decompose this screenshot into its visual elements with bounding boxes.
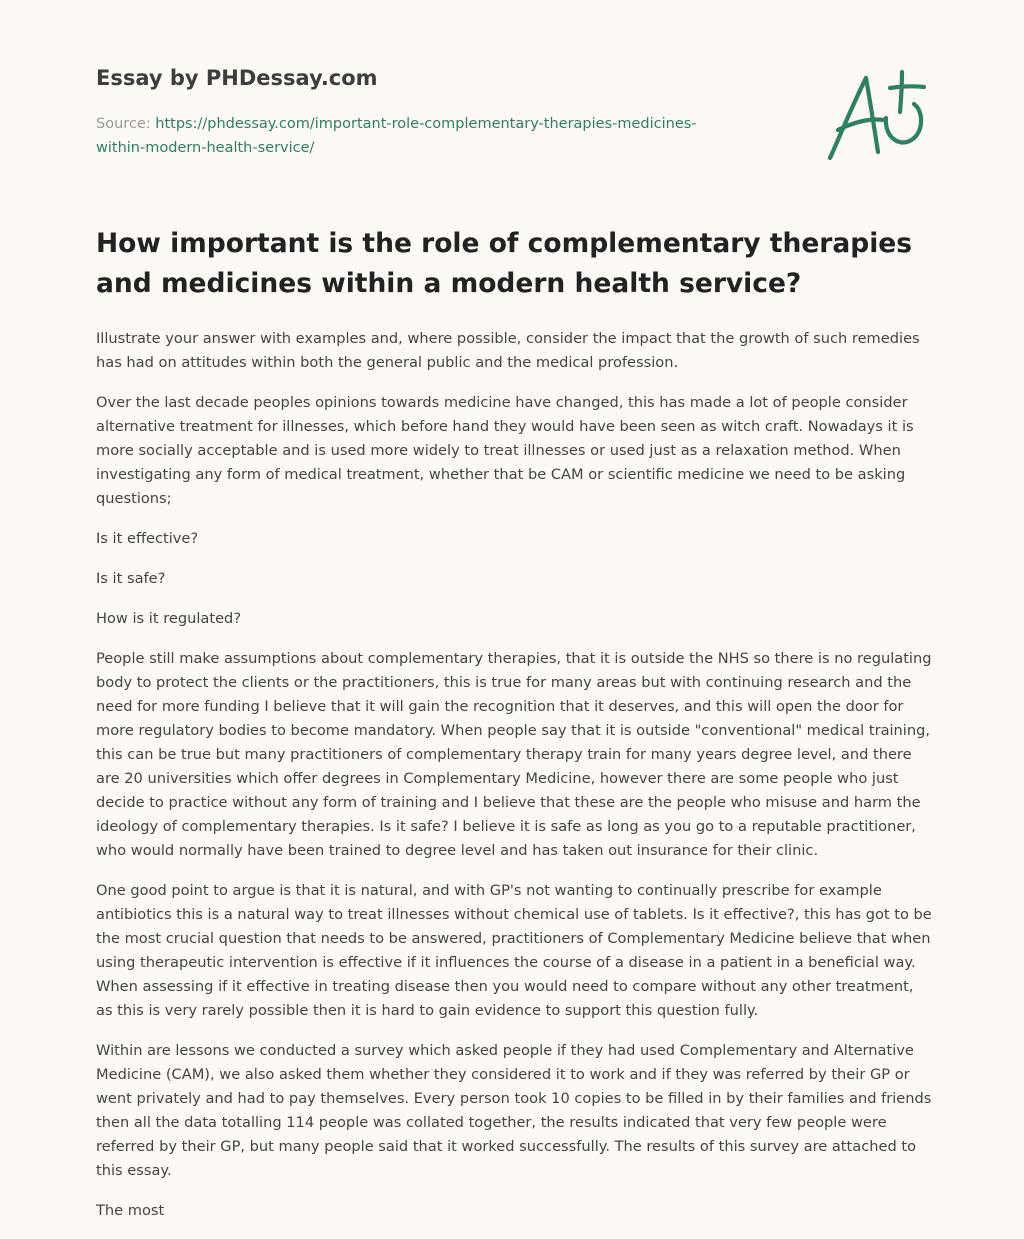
source-line	[96, 112, 736, 160]
essay-paragraph: The most	[96, 1202, 165, 1219]
essay-paragraph: Illustrate your answer with examples and, where possible, consider the impact that the growth of such remedies has had on attitudes within both the general public and the medical profession.	[96, 330, 920, 371]
a-plus-logo-icon	[820, 66, 930, 166]
essay-paragraph: Over the last decade peoples opinions towards medicine have changed, this has made a lot of people consider alternative treatment for illnesses, which before hand they would have been seen as witch craft. Nowadays it is more socially acceptable and is used more widely to treat illnesses or used just as a relaxation method. When investigating any form of medical treatment, whether that be CAM or scientific medicine we need to be asking questions;	[96, 394, 914, 507]
essay-paragraph: How is it regulated?	[96, 610, 242, 627]
site-title: Essay by PHDessay.com	[96, 66, 378, 90]
site-header	[96, 64, 736, 160]
source-link[interactable]: https://phdessay.com/important-role-complementary-therapies-medicines-within-modern-health-service/	[96, 116, 697, 156]
essay-paragraph: One good point to argue is that it is natural, and with GP's not wanting to continually prescribe for example antibiotics this is a natural way to treat illnesses without chemical use of tablets. Is it effective?, this has got to be the most crucial question that needs to be answered, practitioners of Complementary Medicine believe that when using therapeutic intervention is effective if it influences the course of a disease in a patient in a beneficial way. When assessing if it effective in treating disease then you would need to compare without any other treatment, as this is very rarely possible then it is hard to gain evidence to support this question fully.	[96, 882, 932, 1019]
essay-paragraph: Within are lessons we conducted a survey which asked people if they had used Complementary and Alternative Medicine (CAM), we also asked them whether they considered it to work and if they was referred by their GP or went privately and had to pay themselves. Every person took 10 copies to be filled in by their families and friends then all the data totalling 114 people was collated together, the results indicated that very few people were referred by their GP, but many people said that it worked successfully. The results of this survey are attached to this essay.	[96, 1042, 932, 1179]
essay-paragraph: Is it safe?	[96, 570, 166, 587]
essay-paragraph: People still make assumptions about complementary therapies, that it is outside the NHS so there is no regulating body to protect the clients or the practitioners, this is true for many areas but with continuing research and the need for more funding I believe that it will gain the recognition that it deserves, and this will open the door for more regulatory bodies to become mandatory. When people say that it is outside "conventional" medical training, this can be true but many practitioners of complementary therapy train for many years degree level, and there are 20 universities which offer degrees in Complementary Medicine, however there are some people who just decide to practice without any form of training and I believe that these are the people who misuse and harm the ideology of complementary therapies. Is it safe? I believe it is safe as long as you go to a reputable practitioner, who would normally have been trained to degree level and has taken out insurance for their clinic.	[96, 650, 932, 859]
essay-paragraph: Is it effective?	[96, 530, 199, 547]
source-label: Source:	[96, 116, 151, 132]
essay-title: How important is the role of complementary therapies and medicines within a modern health service?	[96, 228, 913, 299]
essay-content	[96, 224, 932, 1239]
